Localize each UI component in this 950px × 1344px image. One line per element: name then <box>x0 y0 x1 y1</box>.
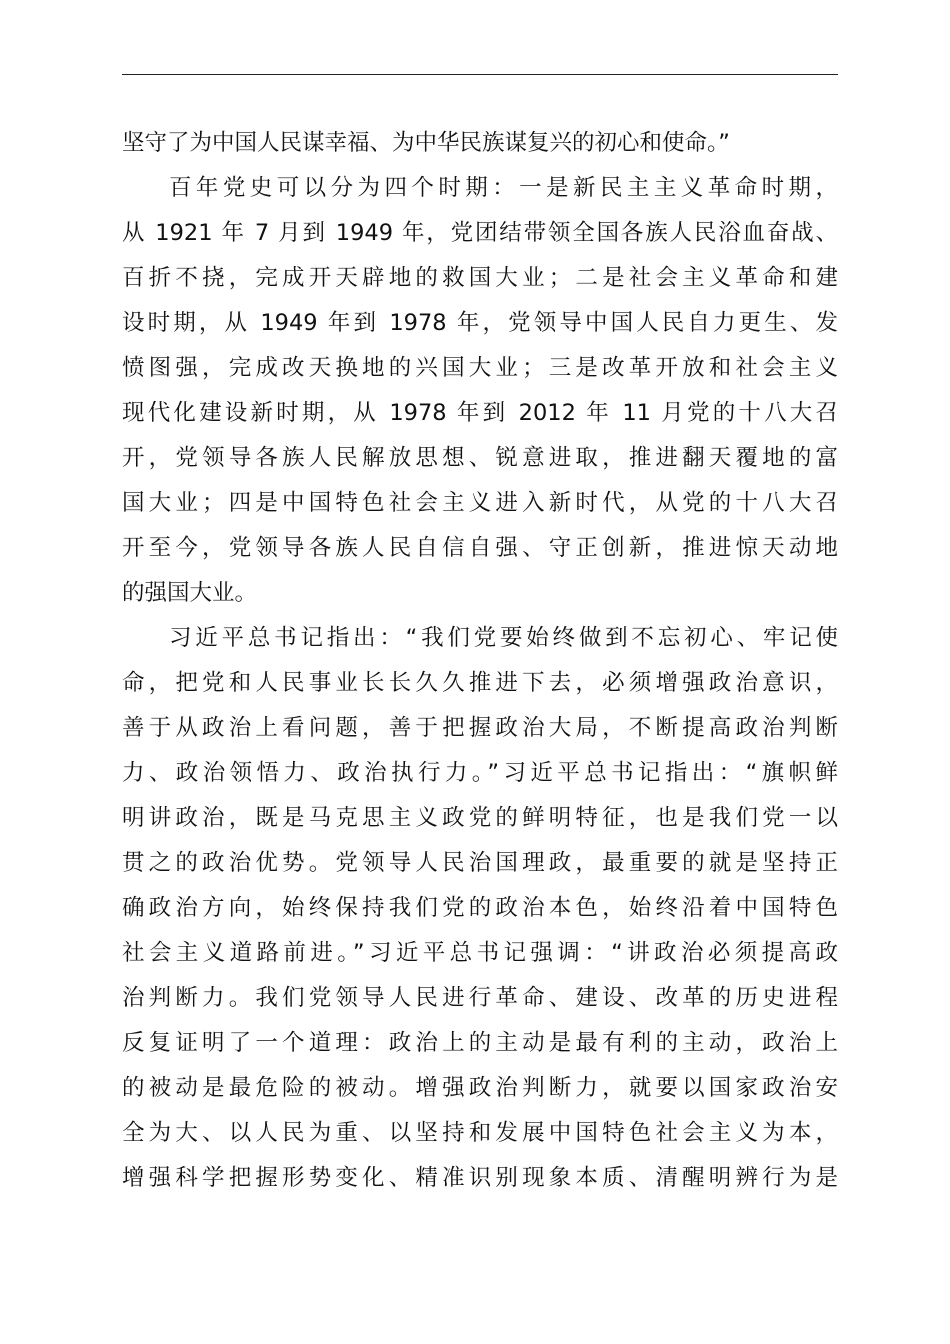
text-line: 治判断力。我们党领导人民进行革命、建设、改革的历史进程 <box>122 985 838 1011</box>
text-line: 社会主义道路前进。”习近平总书记强调：“讲政治必须提高政 <box>122 940 838 966</box>
text-line: 愤图强，完成改天换地的兴国大业；三是改革开放和社会主义 <box>122 355 838 381</box>
text-line: 反复证明了一个道理：政治上的主动是最有利的主动，政治上 <box>122 1030 838 1056</box>
text-line: 命，把党和人民事业长长久久推进下去，必须增强政治意识， <box>122 670 838 696</box>
text-line: 确政治方向，始终保持我们党的政治本色，始终沿着中国特色 <box>122 895 838 921</box>
text-line: 开至今，党领导各族人民自信自强、守正创新，推进惊天动地 <box>122 535 838 561</box>
text-line: 善于从政治上看问题，善于把握政治大局，不断提高政治判断 <box>122 715 838 741</box>
text-line: 坚守了为中国人民谋幸福、为中华民族谋复兴的初心和使命。” <box>122 130 730 156</box>
text-line: 开，党领导各族人民解放思想、锐意进取，推进翻天覆地的富 <box>122 445 838 471</box>
text-line: 增强科学把握形势变化、精准识别现象本质、清醒明辨行为是 <box>122 1165 838 1191</box>
text-line: 的被动是最危险的被动。增强政治判断力，就要以国家政治安 <box>122 1075 838 1101</box>
text-line: 贯之的政治优势。党领导人民治国理政，最重要的就是坚持正 <box>122 850 838 876</box>
text-line: 的强国大业。 <box>122 580 258 606</box>
text-line: 国大业；四是中国特色社会主义进入新时代，从党的十八大召 <box>122 490 838 516</box>
header-rule <box>122 74 838 75</box>
text-line: 设时期，从 1949 年到 1978 年，党领导中国人民自力更生、发 <box>122 310 838 336</box>
document-body <box>122 121 838 1201</box>
text-line: 现代化建设新时期，从 1978 年到 2012 年 11 月党的十八大召 <box>122 400 838 426</box>
paragraph-first-line: 习近平总书记指出：“我们党要始终做到不忘初心、牢记使 <box>169 625 838 651</box>
paragraph-first-line: 百年党史可以分为四个时期：一是新民主主义革命时期， <box>169 175 838 201</box>
text-line: 全为大、以人民为重、以坚持和发展中国特色社会主义为本， <box>122 1120 838 1146</box>
text-line: 明讲政治，既是马克思主义政党的鲜明特征，也是我们党一以 <box>122 805 838 831</box>
text-line: 从 1921 年 7 月到 1949 年，党团结带领全国各族人民浴血奋战、 <box>122 220 838 246</box>
text-line: 力、政治领悟力、政治执行力。”习近平总书记指出：“旗帜鲜 <box>122 760 838 786</box>
text-line: 百折不挠，完成开天辟地的救国大业；二是社会主义革命和建 <box>122 265 838 291</box>
